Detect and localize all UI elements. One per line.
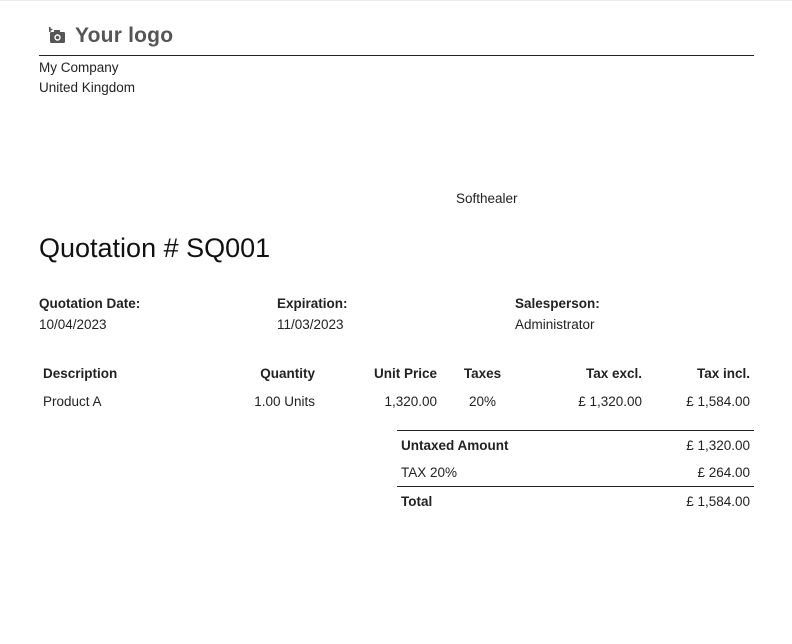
cell-unit-price: 1,320.00 [384,394,437,409]
total-row [397,487,754,516]
page-top-border [0,0,792,1]
cell-taxes: 20% [468,394,497,409]
column-header-tax-incl: Tax incl. [696,366,750,381]
untaxed-amount-row [397,431,754,460]
header-divider [39,55,754,56]
cell-quantity: 1.00 Units [254,394,315,409]
logo-text: Your logo [75,24,174,47]
table-row [39,388,754,415]
camera-icon [49,27,67,45]
tax-row [397,459,754,487]
cell-tax-incl: £ 1,584.00 [686,394,750,409]
partner-address: Softhealer [456,191,518,206]
column-header-unit-price: Unit Price [373,366,437,381]
company-logo [49,24,173,48]
cell-description: Product A [43,394,102,409]
salesperson-block [515,293,600,335]
quotation-date-value: 10/04/2023 [39,317,107,332]
expiration-value: 11/03/2023 [277,317,344,332]
company-address [39,58,135,98]
expiration-block [277,293,348,335]
quotation-date-label: Quotation Date: [39,296,141,311]
table-header-row [39,362,754,388]
tax-label: TAX 20% [401,465,458,480]
column-header-quantity: Quantity [260,366,315,381]
total-label: Total [397,487,617,516]
company-name: My Company [39,60,119,75]
untaxed-amount-value: £ 1,320.00 [617,431,754,460]
salesperson-label: Salesperson: [515,296,600,311]
column-header-tax-excl: Tax excl. [585,366,642,381]
totals-table [397,430,754,515]
untaxed-amount-label: Untaxed Amount [397,431,617,460]
cell-tax-excl: £ 1,320.00 [578,394,642,409]
tax-value: £ 264.00 [697,465,750,480]
total-value: £ 1,584.00 [617,487,754,516]
salesperson-value: Administrator [515,317,595,332]
column-header-taxes: Taxes [463,366,502,381]
expiration-label: Expiration: [277,296,348,311]
quotation-date-block [39,293,140,335]
page-title: Quotation # SQ001 [39,233,271,263]
order-lines-table [39,362,754,415]
company-country: United Kingdom [39,80,136,95]
column-header-description: Description [43,366,118,381]
